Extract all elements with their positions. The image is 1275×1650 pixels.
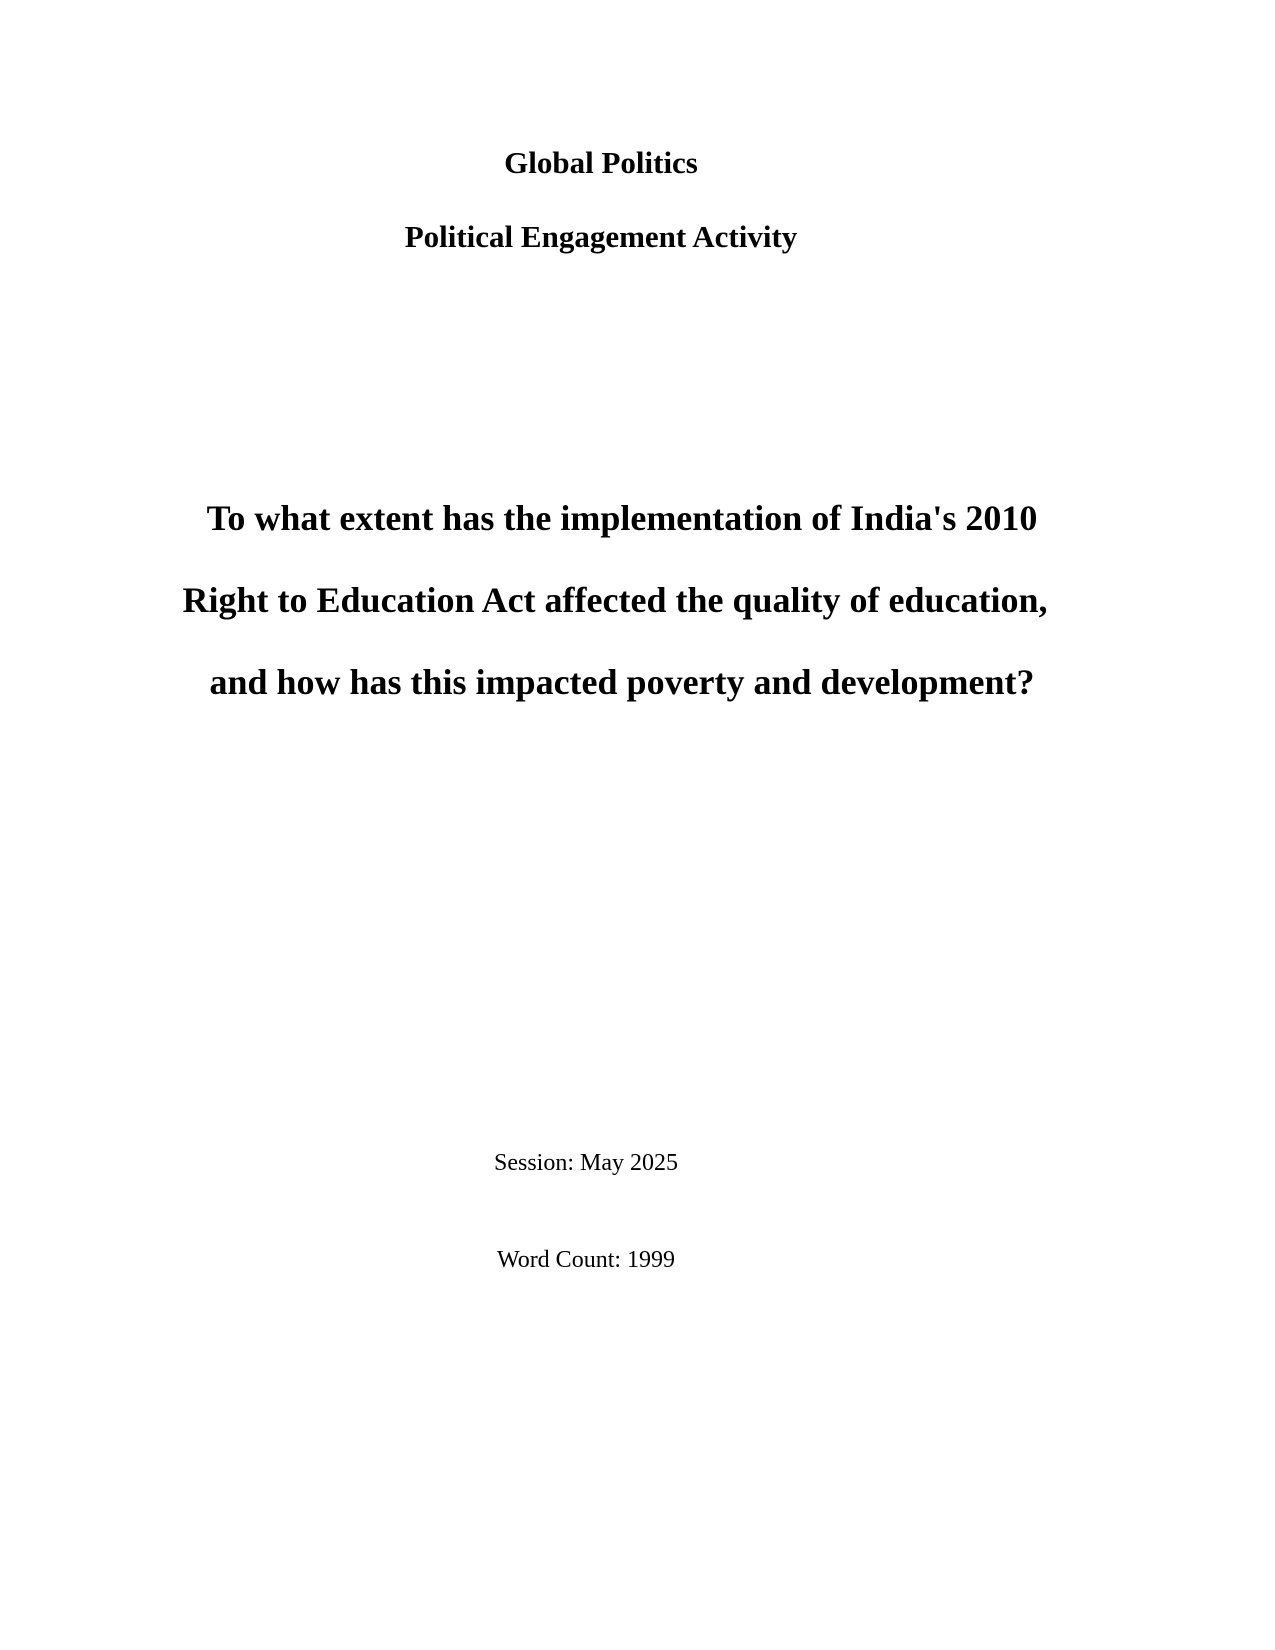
session-label: Session: May 2025 <box>493 1150 679 1176</box>
research-question-line-3: and how has this impacted poverty and development? <box>209 662 1035 702</box>
subject-title: Global Politics <box>504 145 698 180</box>
research-question-line-1: To what extent has the implementation of India's 2010 <box>206 498 1038 538</box>
component-title: Political Engagement Activity <box>404 219 798 254</box>
research-question-line-2: Right to Education Act affected the quality of education, <box>182 580 1048 620</box>
word-count-label: Word Count: 1999 <box>496 1247 676 1273</box>
